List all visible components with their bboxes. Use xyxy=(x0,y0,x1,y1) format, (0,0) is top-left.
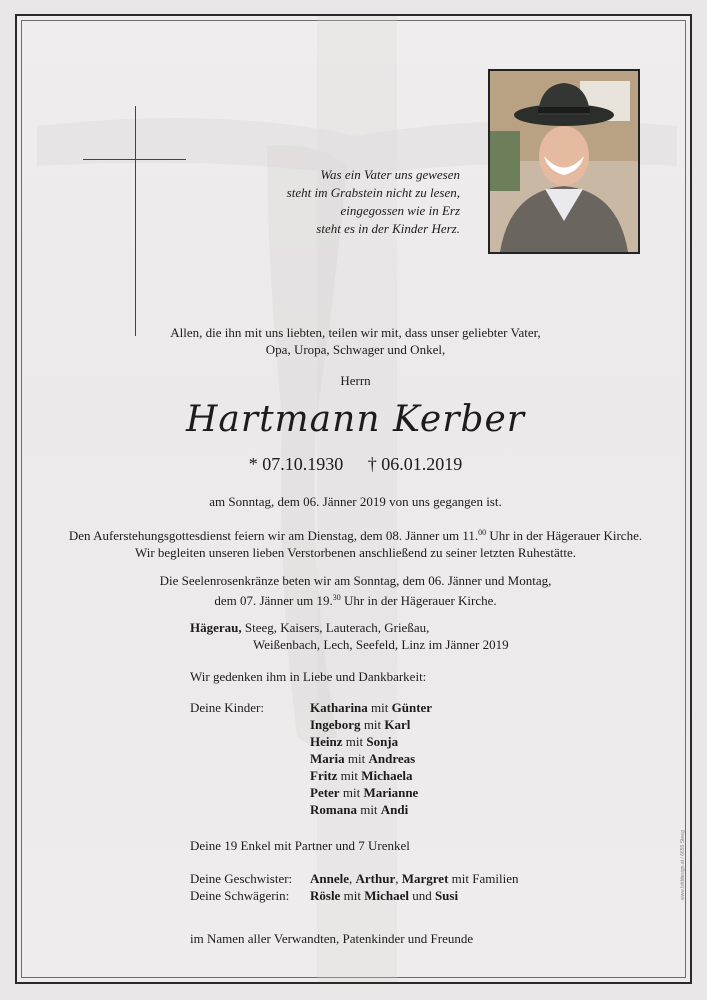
service-line-1: Den Auferstehungsgottesdienst feiern wir am Dienstag, dem 08. Jänner um 11.00 Uhr in der Hägerauer Kirche. xyxy=(68,528,643,543)
siblings-names: Annele, Arthur, Margret mit Familien xyxy=(310,871,519,886)
places-line-1: Hägerau, Steeg, Kaisers, Lauterach, Grießau, xyxy=(190,620,430,635)
quote-line: eingegossen wie in Erz xyxy=(340,203,460,218)
salutation: Herrn xyxy=(340,373,371,388)
birth-date: * 07.10.1930 xyxy=(248,454,344,474)
rosary-line-2: dem 07. Jänner um 19.30 Uhr in der Hägerauer Kirche. xyxy=(214,593,497,608)
life-dates xyxy=(17,454,692,475)
rosary-line-1: Die Seelenrosenkränze beten wir am Sonntag, dem 06. Jänner und Montag, xyxy=(159,573,552,588)
quote-line: Was ein Vater uns gewesen xyxy=(320,167,460,182)
service-line-2: Wir begleiten unseren lieben Verstorbenen anschließend zu seiner letzten Ruhestätte. xyxy=(134,545,577,560)
quote-line: steht im Grabstein nicht zu lesen, xyxy=(286,185,460,200)
inlaws-names: Rösle mit Michael und Susi xyxy=(310,888,459,903)
list-item: Ingeborg mit Karl xyxy=(310,717,411,732)
quote-line: steht es in der Kinder Herz. xyxy=(316,221,460,236)
deceased-name: Hartmann Kerber xyxy=(186,399,525,440)
intro-text xyxy=(17,324,692,358)
service-text xyxy=(17,524,692,561)
rosary-text xyxy=(17,572,692,609)
children-label: Deine Kinder: xyxy=(190,700,265,715)
obituary-card xyxy=(15,14,692,984)
cross-horizontal-line xyxy=(83,159,186,160)
intro-line-2: Opa, Uropa, Schwager und Onkel, xyxy=(265,342,446,357)
imprint-text: www.bilddesign.at / 6655 Steeg xyxy=(680,830,686,900)
list-item: Heinz mit Sonja xyxy=(310,734,399,749)
passed-text: am Sonntag, dem 06. Jänner 2019 von uns gegangen ist. xyxy=(209,494,502,509)
children-list xyxy=(310,699,432,818)
list-item: Peter mit Marianne xyxy=(310,785,419,800)
memorial-quote xyxy=(220,166,460,238)
death-date: † 06.01.2019 xyxy=(367,454,463,474)
remember-text: Wir gedenken ihm in Liebe und Dankbarkeit: xyxy=(190,669,427,684)
places-line-2: Weißenbach, Lech, Seefeld, Linz im Jänner 2019 xyxy=(253,637,509,652)
portrait-photo xyxy=(488,69,640,254)
siblings-label: Deine Geschwister: xyxy=(190,871,293,886)
intro-line-1: Allen, die ihn mit uns liebten, teilen wir mit, dass unser geliebter Vater, xyxy=(170,325,541,340)
list-item: Fritz mit Michaela xyxy=(310,768,413,783)
closing-text: im Namen aller Verwandten, Patenkinder und Freunde xyxy=(190,931,474,946)
list-item: Romana mit Andi xyxy=(310,802,409,817)
cross-vertical-line xyxy=(135,106,136,336)
inlaws-label: Deine Schwägerin: xyxy=(190,888,290,903)
list-item: Maria mit Andreas xyxy=(310,751,416,766)
list-item: Katharina mit Günter xyxy=(310,700,433,715)
grandchildren-text: Deine 19 Enkel mit Partner und 7 Urenkel xyxy=(190,838,410,853)
